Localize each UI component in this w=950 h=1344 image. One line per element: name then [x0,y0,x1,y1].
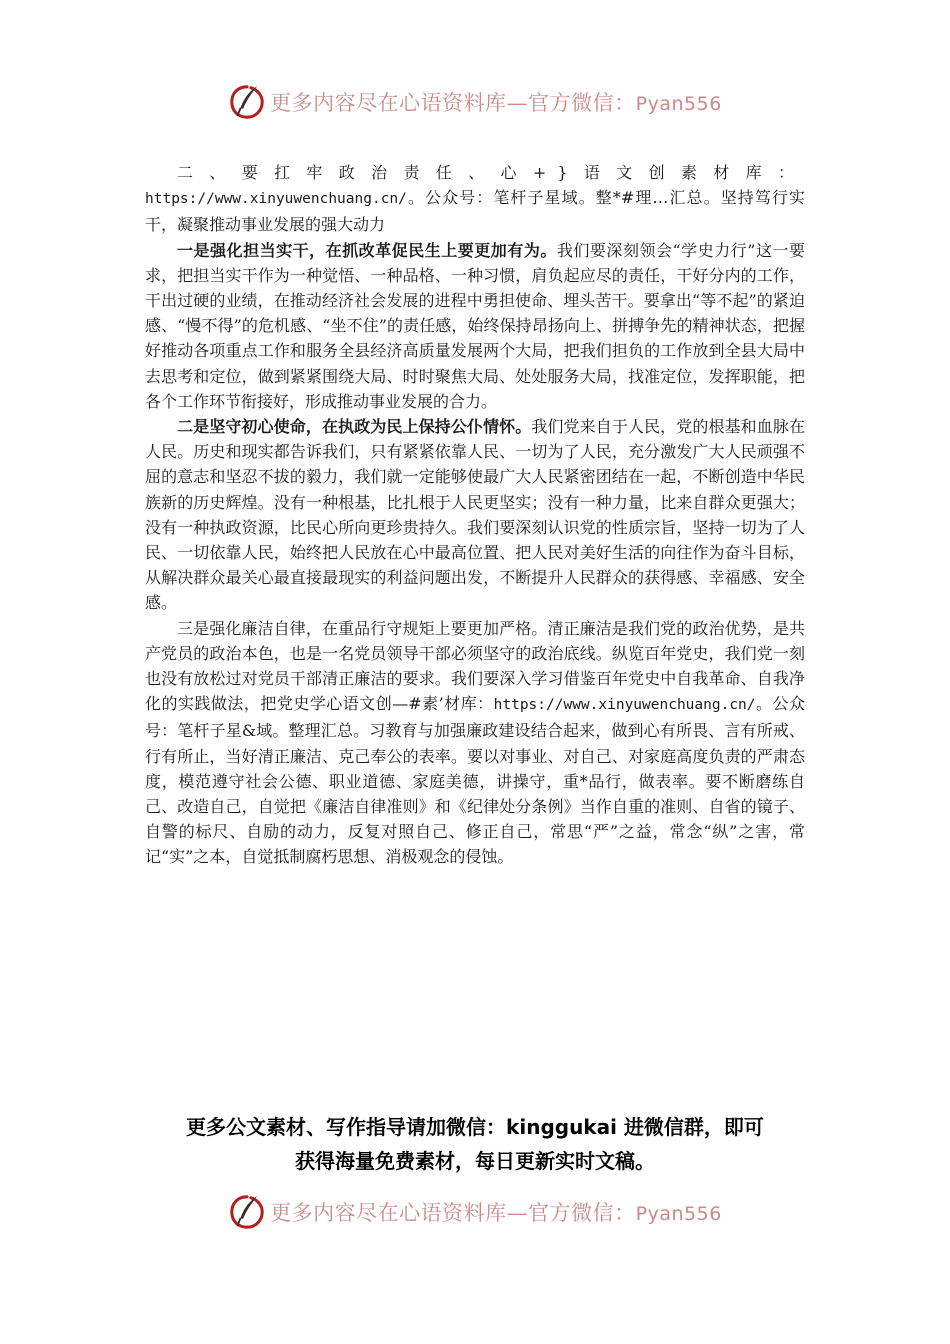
section-title-prefix: 二、要扛牢政治责任、心+}语文创素材库： [177,163,805,182]
paragraph-1-lead: 一是强化担当实干，在抓改革促民生上要更加有为。 [177,240,557,260]
document-body [145,160,805,870]
section-title-suffix: 。公众号：笔杆子星域。整*#理…汇总。坚持笃行实干，凝聚推动事业发展的强大动力 [145,188,805,235]
footer-note-line1: 更多公文素材、写作指导请加微信：kinggukai 进微信群，即可 [186,1115,764,1139]
paragraph-1 [145,238,805,414]
section-title [145,160,805,238]
banner-label: 更多内容尽在心语资料库—官方微信： [270,1201,636,1225]
paragraph-1-body: 我们要深刻领会“学史力行”这一要求，把担当实干作为一种觉悟、一种品格、一种习惯，肩负起应尽的责任，干好分内的工作，干出过硬的业绩，在推动经济社会发展的进程中勇担使命、埋头苦干。要拿出“等不起”的紧迫感、“慢不得”的危机感、“坐不住”的责任感，始终保持昂扬向上、拼搏争先的精神状态，把握好推动各项重点工作和服务全县经济高质量发展两个大局，把我们担负的工作放到全县大局中去思考和定位，做到紧紧围绕大局、时时聚焦大局、处处服务大局，找准定位，发挥职能，把各个工作环节衔接好，形成推动事业发展的合力。 [145,240,805,411]
quill-logo-icon [228,1193,266,1231]
banner-text [270,87,722,117]
paragraph-3 [145,616,805,870]
section-title-url: https://www.xinyuwenchuang.cn/ [145,191,407,208]
banner-wechat-id: Pyan556 [635,93,722,115]
paragraph-2-lead: 二是坚守初心使命，在执政为民上保持公仆情怀。 [177,417,532,437]
paragraph-2 [145,414,805,616]
quill-logo-icon [228,83,266,121]
banner-text [270,1197,722,1227]
footer-note-line2: 获得海量免费素材，每日更新实时文稿。 [295,1149,655,1173]
paragraph-2-body: 我们党来自于人民，党的根基和血脉在人民。历史和现实都告诉我们，只有紧紧依靠人民、一切为了人民，充分激发广大人民顽强不屈的意志和坚忍不拔的毅力，我们就一定能够使最广大人民紧密团结在一起，不断创造中华民族新的历史辉煌。没有一种根基，比扎根于人民更坚实；没有一种力量，比来自群众更强大；没有一种执政资源，比民心所向更珍贵持久。我们要深刻认识党的性质宗旨，坚持一切为了人民、一切依靠人民，始终把人民放在心中最高位置、把人民对美好生活的向往作为奋斗目标，从解决群众最关心最直接最现实的利益问题出发，不断提升人民群众的获得感、幸福感、安全感。 [145,417,805,613]
banner-label: 更多内容尽在心语资料库—官方微信： [270,91,636,115]
banner-wechat-id: Pyan556 [635,1203,722,1225]
footer-banner [0,1190,950,1234]
paragraph-3-part2: 。公众号：笔杆子星&域。整理汇总。习教育与加强廉政建设结合起来，做到心有所畏、言有所戒、行有所止，当好清正廉洁、克己奉公的表率。要以对事业、对自己、对家庭高度负责的严肃态度，模范遵守社会公德、职业道德、家庭美德，讲操守，重*品行，做表率。要不断磨练自己、改造自己，自觉把《廉洁自律准则》和《纪律处分条例》当作自重的准则、自省的镜子、自警的标尺、自励的动力，反复对照自己、修正自己，常思“严”之益，常念“纵”之害，常记“实”之本，自觉抵制腐朽思想、消极观念的侵蚀。 [145,694,805,867]
paragraph-3-url: https://www.xinyuwenchuang.cn/ [493,697,756,714]
paragraph-3-part1: 三是强化廉洁自律，在重品行守规矩上要更加严格。清正廉洁是我们党的政治优势，是共产党员的政治本色，也是一名党员领导干部必须坚守的政治底线。纵览百年党史，我们党一刻也没有放松过对党员干部清正廉洁的要求。我们要深入学习借鉴百年党史中自我革命、自我净化的实践做法，把党史学心语文创—#素’材库： [145,618,805,714]
header-banner [0,80,950,124]
footer-note [0,1110,950,1178]
